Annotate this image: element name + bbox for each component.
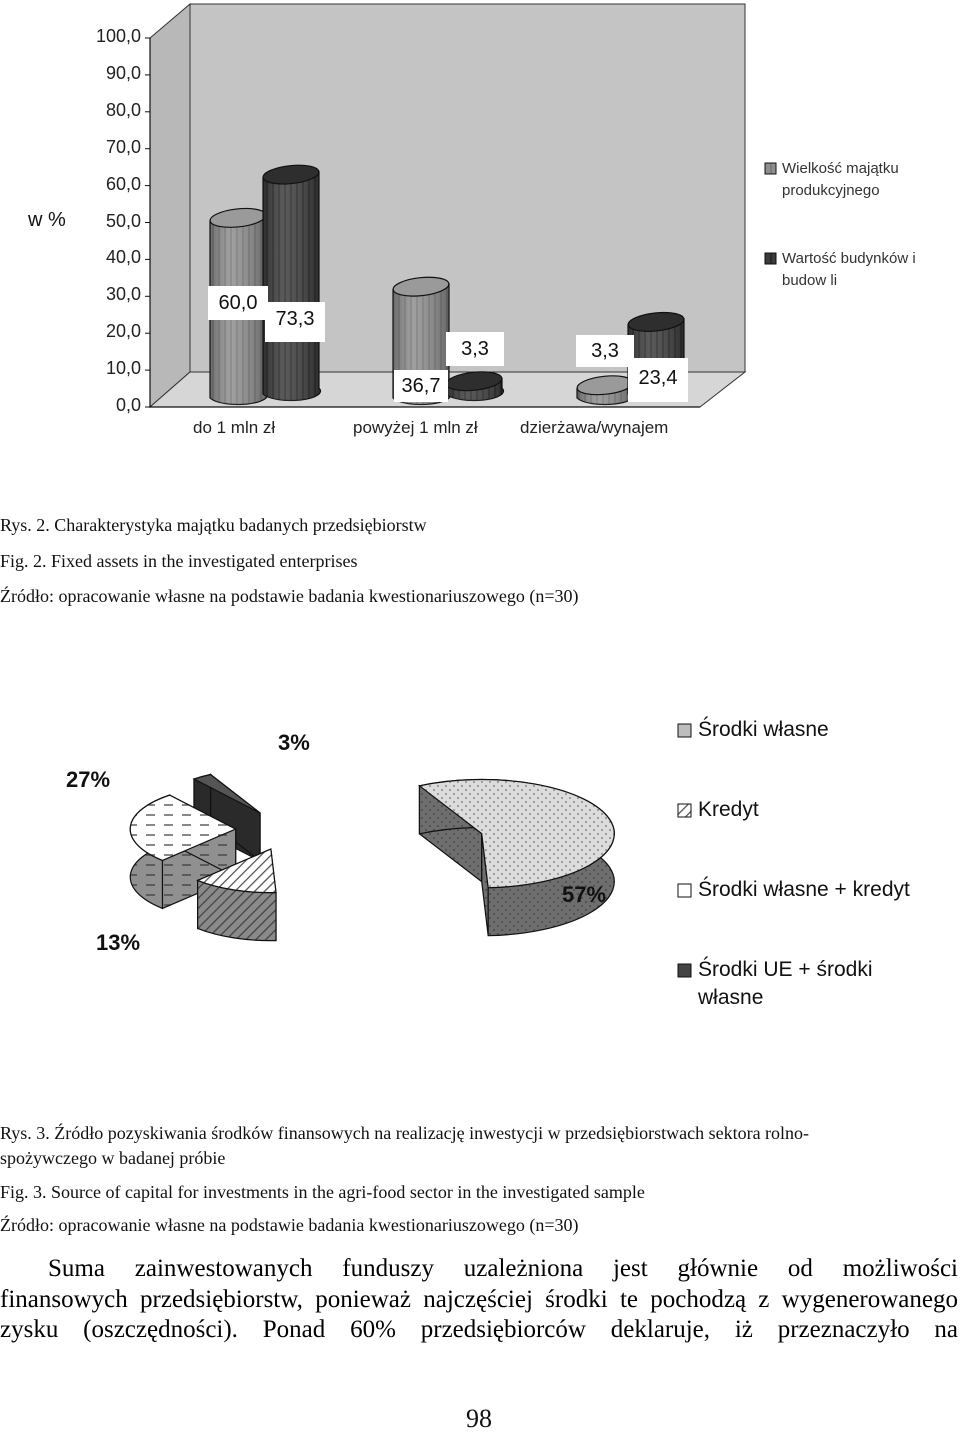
pie-slice-1	[419, 780, 614, 936]
y-tick-label: 0,0	[115, 395, 141, 415]
y-tick-label: 100,0	[95, 26, 141, 46]
legend-label-kredyt: Kredyt	[698, 798, 759, 821]
legend-key-srodki-wlasne	[678, 724, 691, 737]
side-wall	[150, 4, 190, 407]
fig2-caption-en: Fig. 2. Fixed assets in the investigated enterprises	[0, 551, 358, 571]
fig2-caption-pl: Rys. 2. Charakterystyka majątku badanych przedsiębiorstw	[0, 515, 427, 535]
x-category-label-2: powyżej 1 mln zł	[353, 418, 478, 437]
data-label-s1-c3: 3,3	[576, 335, 634, 367]
legend-key-ue-wlasne	[678, 964, 691, 977]
y-tick-label: 90,0	[105, 62, 141, 83]
legend-key-series-2	[765, 253, 776, 264]
capital-source-pie-chart	[0, 660, 960, 1060]
bar-2-1	[262, 163, 320, 401]
bar-chart-svg	[0, 0, 960, 450]
data-label-s1-c2: 36,7	[394, 370, 448, 402]
body-text-line-2: finansowych przedsiębiorstw, ponieważ najczęściej środki te pochodzą z wygenerowanego	[0, 1286, 958, 1313]
fig2-source: Źródło: opracowanie własne na podstawie badania kwestionariuszowego (n=30)	[0, 586, 579, 606]
legend-key-kredyt	[678, 804, 691, 817]
pie-slices	[130, 775, 614, 941]
y-tick-label: 40,0	[105, 247, 141, 268]
assets-bar-chart	[0, 0, 960, 450]
y-tick-label: 80,0	[105, 99, 141, 120]
fig3-caption-pl-line1: Rys. 3. Źródło pozyskiwania środków finansowych na realizację inwestycji w przedsiębiorstwach sektora rolno-	[0, 1123, 810, 1143]
legend-label-wlasne-kredyt: Środki własne + kredyt	[698, 878, 910, 901]
slice-label-57: 57%	[562, 882, 607, 907]
y-tick-label: 50,0	[105, 210, 141, 231]
body-text-line-1: Suma zainwestowanych funduszy uzależniona jest głównie od możliwości	[48, 1255, 958, 1282]
y-axis-label: w %	[28, 209, 66, 231]
y-tick-label: 60,0	[105, 173, 141, 194]
y-tick-label: 70,0	[105, 136, 141, 157]
legend-label-ue-wlasne: Środki UE + środki własne	[698, 958, 873, 1009]
x-category-label-3: dzierżawa/wynajem	[520, 418, 669, 437]
data-label-s2-c2: 3,3	[446, 332, 504, 366]
page-number: 98	[466, 1404, 492, 1433]
legend-key-series-1	[765, 163, 776, 174]
slice-label-27: 27%	[66, 767, 111, 792]
slice-label-3: 3%	[278, 730, 310, 755]
fig3-source: Źródło: opracowanie własne na podstawie badania kwestionariuszowego (n=30)	[0, 1215, 579, 1235]
legend-label-series-1: Wielkość majątku produkcyjnego	[782, 160, 899, 199]
body-text-line-3: zysku (oszczędności). Ponad 60% przedsiębiorców deklaruje, iż przeznaczyło na	[0, 1316, 958, 1343]
y-tick-label: 10,0	[105, 358, 141, 379]
y-tick-label: 20,0	[105, 321, 141, 342]
data-label-s2-c3: 23,4	[628, 358, 688, 402]
fig3-caption-pl-line2: spożywczego w badanej próbie	[0, 1148, 226, 1168]
y-tick-label: 30,0	[105, 284, 141, 305]
slice-label-13: 13%	[96, 930, 141, 955]
legend-key-wlasne-kredyt	[678, 884, 691, 897]
fig3-caption-en: Fig. 3. Source of capital for investments in the agri-food sector in the investigated sample	[0, 1182, 645, 1202]
y-axis-ticks	[145, 38, 150, 407]
data-label-s1-c1: 60,0	[208, 286, 268, 320]
legend-label-srodki-wlasne: Środki własne	[698, 718, 829, 741]
legend-label-series-2: Wartość budynków i budow li	[782, 250, 916, 289]
data-label-s2-c1: 73,3	[265, 302, 325, 342]
x-category-label-1: do 1 mln zł	[193, 418, 276, 437]
